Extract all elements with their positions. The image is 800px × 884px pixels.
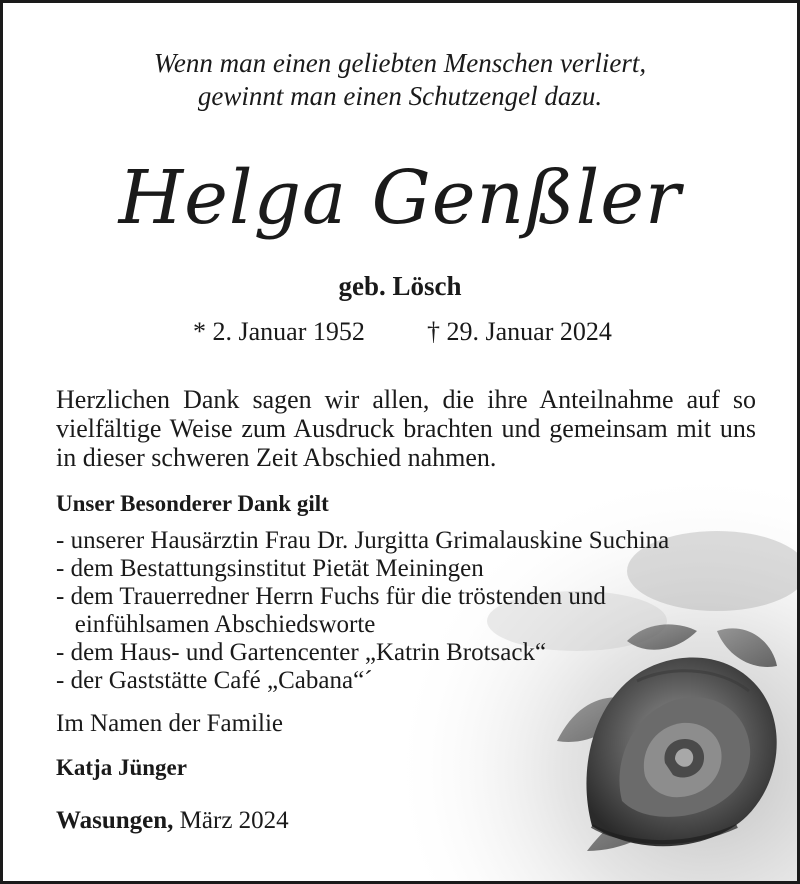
- list-item: - unserer Hausärztin Frau Dr. Jurgitta Grimalauskine Suchina: [56, 527, 670, 554]
- list-item: - dem Trauerredner Herrn Fuchs für die tröstenden und: [56, 583, 606, 610]
- motto-line-1: Wenn man einen geliebten Menschen verliert,: [153, 48, 647, 78]
- motto-line-2: gewinnt man einen Schutzengel dazu.: [197, 81, 603, 111]
- list-item: - dem Bestattungsinstitut Pietät Meiningen: [56, 555, 484, 582]
- signer-name: Katja Jünger: [56, 755, 187, 780]
- thanks-text: Herzlichen Dank sagen wir allen, die ihre Anteilnahme auf so vielfältige Weise zum Ausdruck brachten und gemeinsam mit uns in dieser schweren Zeit Abschied nahmen.: [56, 385, 756, 472]
- date-text: März 2024: [179, 807, 289, 834]
- birth-date: * 2. Januar 1952: [193, 317, 365, 346]
- special-thanks-heading: Unser Besonderer Dank gilt: [56, 491, 329, 516]
- death-date: † 29. Januar 2024: [427, 317, 612, 346]
- list-item: einfühlsamen Abschiedsworte: [56, 611, 376, 638]
- list-item: - dem Haus- und Gartencenter „Katrin Brotsack“: [56, 639, 547, 666]
- place-date: [56, 806, 289, 836]
- special-thanks-list: [56, 527, 669, 695]
- list-item: - der Gaststätte Café „Cabana“´: [56, 667, 373, 694]
- closing-line: Im Namen der Familie: [56, 710, 284, 737]
- motto: [3, 47, 797, 113]
- place-name: Wasungen,: [56, 807, 174, 834]
- deceased-name: Helga Genßler: [118, 155, 682, 241]
- maiden-name: geb. Lösch: [338, 271, 462, 301]
